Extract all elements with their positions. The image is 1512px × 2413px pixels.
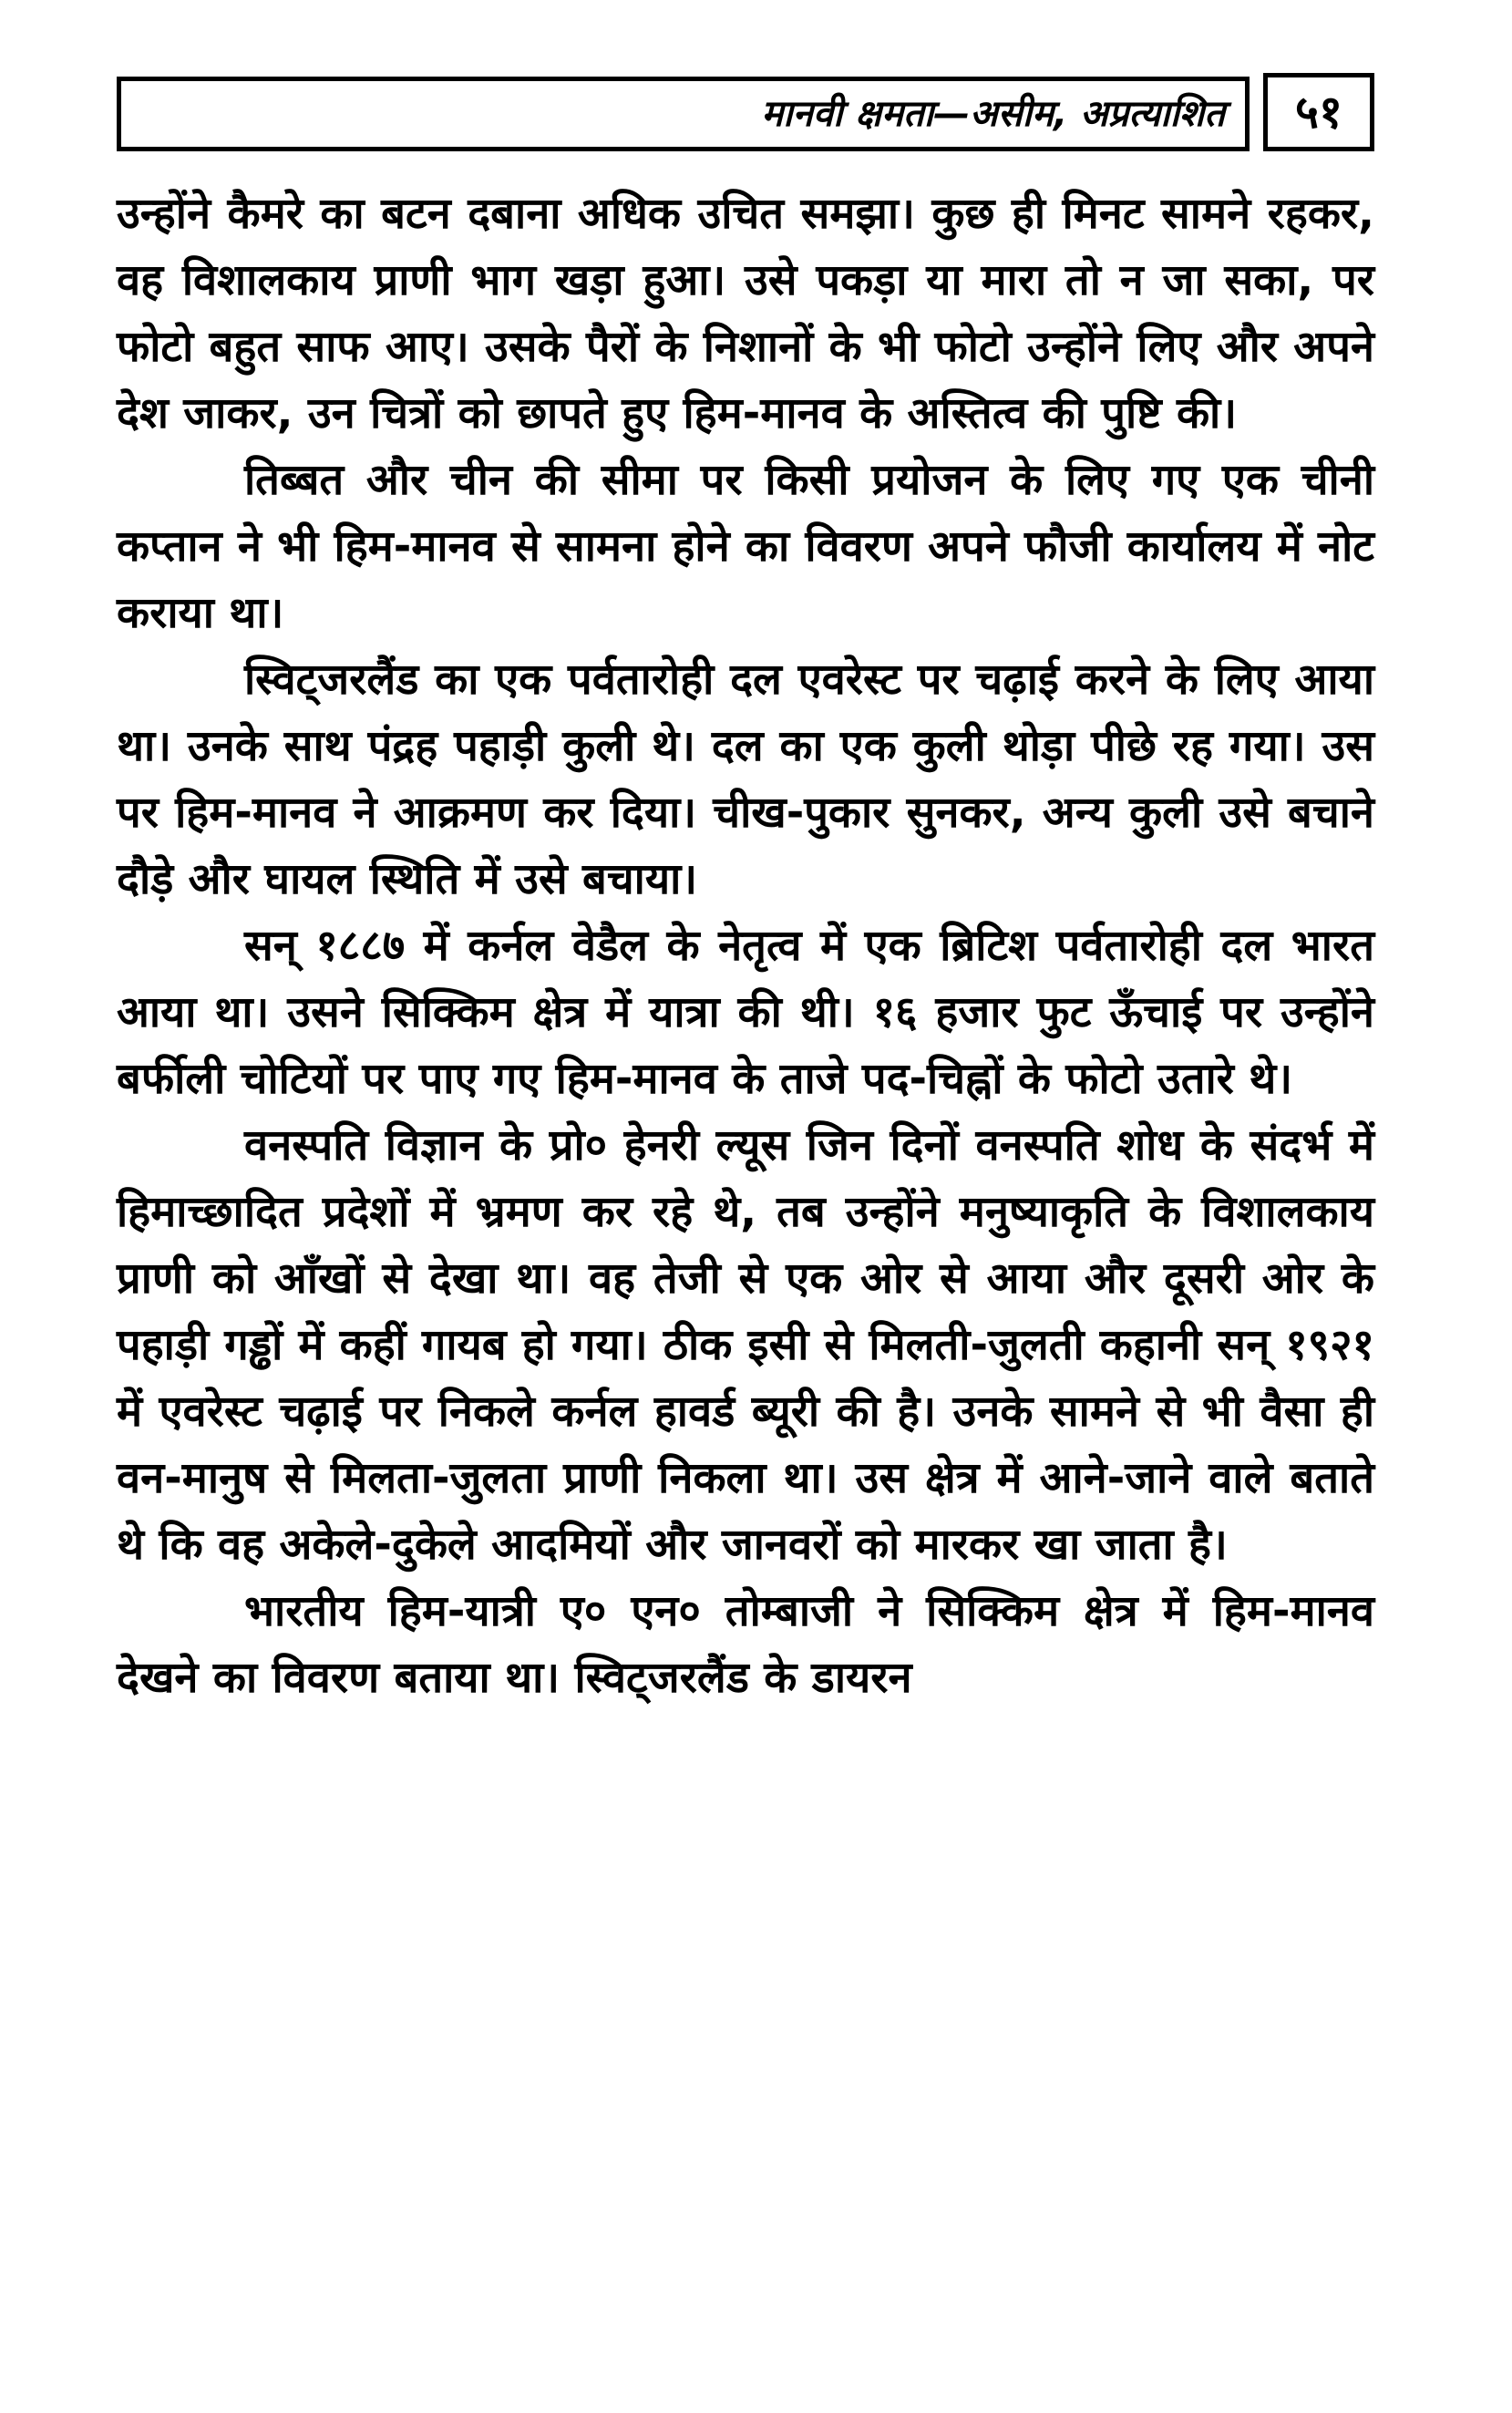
paragraph-1: उन्होंने कैमरे का बटन दबाना अधिक उचित समझा। कुछ ही मिनट सामने रहकर, वह विशालकाय प्राणी भाग खड़ा हुआ। उसे पकड़ा या मारा तो न जा सका, पर फोटो बहुत साफ आए। उसके पैरों के निशानों के भी फोटो उन्होंने लिए और अपने देश जाकर, उन चित्रों को छापते हुए हिम-मानव के अस्तित्व की पुष्टि की। [117, 189, 1374, 438]
paragraph-4: सन् १८८७ में कर्नल वेडैल के नेतृत्व में एक ब्रिटिश पर्वतारोही दल भारत आया था। उसने सिक्किम क्षेत्र में यात्रा की थी। १६ हजार फुट ऊँचाई पर उन्होंने बर्फीली चोटियों पर पाए गए हिम-मानव के ताजे पद-चिह्नों के फोटो उतारे थे। [117, 921, 1374, 1104]
paragraph-5: वनस्पति विज्ञान के प्रो० हेनरी ल्यूस जिन दिनों वनस्पति शोध के संदर्भ में हिमाच्छादित प्रदेशों में भ्रमण कर रहे थे, तब उन्होंने मनुष्याकृति के विशालकाय प्राणी को आँखों से देखा था। वह तेजी से एक ओर से आया और दूसरी ओर के पहाड़ी गड्ढों में कहीं गायब हो गया। ठीक इसी से मिलती-जुलती कहानी सन् १९२१ में एवरेस्ट चढ़ाई पर निकले कर्नल हावर्ड ब्यूरी की है। उनके सामने से भी वैसा ही वन-मानुष से मिलता-जुलता प्राणी निकला था। उस क्षेत्र में आने-जाने वाले बताते थे कि वह अकेले-दुकेले आदमियों और जानवरों को मारकर खा जाता है। [117, 1120, 1374, 1570]
paragraph-6: भारतीय हिम-यात्री ए० एन० तोम्बाजी ने सिक्किम क्षेत्र में हिम-मानव देखने का विवरण बताया था। स्विट्जरलैंड के डायरन [117, 1586, 1374, 1703]
running-header [117, 77, 1250, 151]
page-number-box [1263, 73, 1374, 151]
page-number: ५१ [1295, 86, 1342, 139]
running-header-title: मानवी क्षमता—असीम, अप्रत्याशित [761, 93, 1225, 135]
paragraph-3: स्विट्जरलैंड का एक पर्वतारोही दल एवरेस्ट पर चढ़ाई करने के लिए आया था। उनके साथ पंद्रह पहाड़ी कुली थे। दल का एक कुली थोड़ा पीछे रह गया। उस पर हिम-मानव ने आक्रमण कर दिया। चीख-पुकार सुनकर, अन्य कुली उसे बचाने दौड़े और घायल स्थिति में उसे बचाया। [117, 655, 1374, 904]
body-text [117, 180, 1374, 1711]
paragraph-2: तिब्बत और चीन की सीमा पर किसी प्रयोजन के लिए गए एक चीनी कप्तान ने भी हिम-मानव से सामना होने का विवरण अपने फौजी कार्यालय में नोट कराया था। [117, 455, 1374, 638]
